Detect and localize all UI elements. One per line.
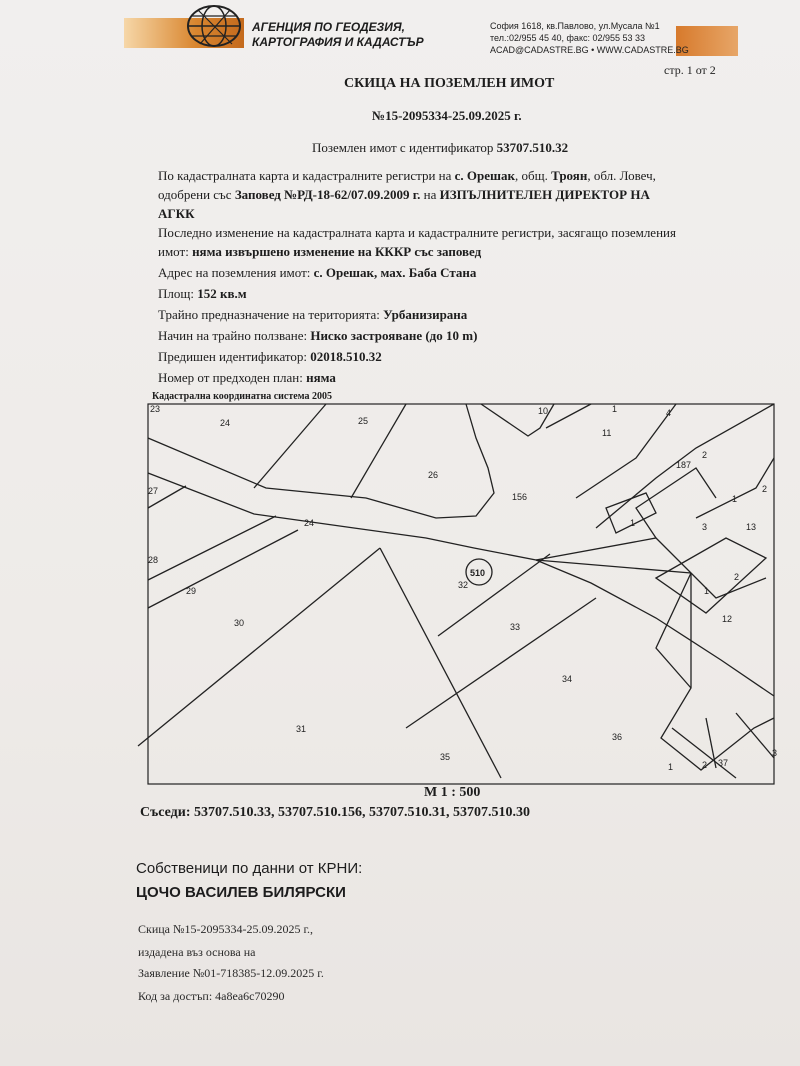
svg-text:28: 28 — [148, 555, 159, 565]
svg-text:35: 35 — [440, 752, 451, 762]
svg-text:156: 156 — [512, 492, 528, 502]
info-text: одобрени със — [158, 187, 235, 202]
property-info — [158, 166, 758, 387]
svg-text:30: 30 — [234, 618, 245, 628]
svg-text:1: 1 — [630, 518, 636, 528]
previous-plan-value: няма — [306, 370, 336, 385]
property-identifier — [312, 140, 568, 156]
last-change-label: Последно изменение на кадастралната карта и кадастралните регистри, засягащо поземления — [158, 225, 676, 240]
owners-label: Собственици по данни от КРНИ: — [136, 860, 363, 877]
svg-text:26: 26 — [428, 470, 439, 480]
municipality-name: Троян — [551, 168, 588, 183]
neighbors-label: Съседи: — [140, 805, 194, 820]
svg-text:32: 32 — [458, 580, 469, 590]
svg-text:33: 33 — [510, 622, 521, 632]
agency-phone: тел.:02/955 45 40, факс: 02/955 53 33 — [490, 33, 646, 43]
svg-text:23: 23 — [150, 404, 161, 414]
village-name: с. Орешак — [454, 168, 516, 183]
svg-text:24: 24 — [304, 518, 315, 528]
info-text: , обл. Ловеч, — [587, 168, 656, 183]
svg-text:11: 11 — [602, 428, 612, 438]
agency-name-line1: АГЕНЦИЯ ПО ГЕОДЕЗИЯ, — [252, 20, 405, 34]
agency-name — [252, 20, 424, 50]
issuer-name: ИЗПЪЛНИТЕЛЕН ДИРЕКТОР НА — [439, 187, 650, 202]
area-value: 152 кв.м — [197, 286, 247, 301]
document-title: СКИЦА НА ПОЗЕМЛЕН ИМОТ — [344, 76, 555, 91]
agency-web: ACAD@CADASTRE.BG • WWW.CADASTRE.BG — [490, 45, 689, 55]
footer-access-code: Код за достъп: 4a8ea6c70290 — [138, 989, 285, 1003]
neighbors — [140, 805, 530, 821]
agency-name-line2: КАРТОГРАФИЯ И КАДАСТЪР — [252, 35, 424, 49]
svg-text:1: 1 — [668, 762, 674, 772]
info-text: , общ. — [515, 168, 552, 183]
owner-name: ЦОЧО ВАСИЛЕВ БИЛЯРСКИ — [136, 884, 346, 901]
address-label: Адрес на поземления имот: — [158, 265, 314, 280]
svg-text:25: 25 — [358, 416, 369, 426]
svg-text:36: 36 — [612, 732, 623, 742]
order-number: Заповед №РД-18-62/07.09.2009 г. — [234, 187, 421, 202]
svg-text:1: 1 — [612, 404, 618, 414]
identifier-label: Поземлен имот с идентификатор — [312, 140, 494, 155]
neighbors-value: 53707.510.33, 53707.510.156, 53707.510.31, 53707.510.30 — [194, 805, 530, 820]
identifier-value: 53707.510.32 — [496, 140, 569, 155]
info-text: на — [420, 187, 440, 202]
svg-text:29: 29 — [186, 586, 197, 596]
svg-text:3: 3 — [702, 522, 708, 532]
footer-sketch-number: Скица №15-2095334-25.09.2025 г., — [138, 922, 314, 936]
previous-id-value: 02018.510.32 — [310, 349, 382, 364]
map-title: Кадастрална координатна система 2005 — [152, 391, 332, 402]
agency-address: София 1618, кв.Павлово, ул.Мусала №1 — [490, 21, 660, 31]
page-number: стр. 1 от 2 — [664, 63, 716, 77]
usage-value: Ниско застрояване (до 10 m) — [310, 328, 478, 343]
svg-text:1: 1 — [732, 494, 738, 504]
info-text: По кадастралната карта и кадастралните регистри на — [158, 168, 455, 183]
footer-issued-basis: издадена въз основа на — [138, 945, 256, 959]
last-change-label-cont: имот: — [158, 244, 193, 259]
usage-label: Начин на трайно ползване: — [158, 328, 311, 343]
cadastral-map — [136, 398, 800, 788]
area-label: Площ: — [158, 286, 198, 301]
purpose-label: Трайно предназначение на територията: — [158, 307, 384, 322]
issuer-name-cont: АГКК — [158, 206, 195, 221]
last-change-value: няма извършено изменение на КККР със заповед — [192, 244, 482, 259]
address-value: с. Орешак, мах. Баба Стана — [313, 265, 477, 280]
previous-plan-label: Номер от предходен план: — [158, 370, 307, 385]
svg-text:1: 1 — [704, 586, 710, 596]
svg-text:4: 4 — [666, 408, 672, 418]
svg-text:37: 37 — [718, 758, 729, 768]
svg-text:2: 2 — [702, 450, 708, 460]
svg-text:2: 2 — [702, 760, 708, 770]
document-number: №15-2095334-25.09.2025 г. — [372, 108, 522, 123]
agency-contacts — [490, 20, 689, 56]
svg-text:27: 27 — [148, 486, 159, 496]
svg-text:187: 187 — [676, 460, 692, 470]
agency-globe-logo-icon — [184, 2, 246, 52]
svg-text:10: 10 — [538, 406, 549, 416]
svg-text:510: 510 — [470, 568, 486, 578]
svg-text:2: 2 — [762, 484, 768, 494]
svg-text:24: 24 — [220, 418, 231, 428]
svg-text:3: 3 — [772, 748, 778, 758]
map-scale: М 1 : 500 — [424, 785, 481, 800]
footer-application-number: Заявление №01-718385-12.09.2025 г. — [138, 966, 324, 980]
purpose-value: Урбанизирана — [383, 307, 468, 322]
svg-text:2: 2 — [734, 572, 740, 582]
previous-id-label: Предишен идентификатор: — [158, 349, 311, 364]
svg-text:12: 12 — [722, 614, 733, 624]
svg-text:34: 34 — [562, 674, 573, 684]
svg-text:13: 13 — [746, 522, 757, 532]
svg-text:31: 31 — [296, 724, 307, 734]
